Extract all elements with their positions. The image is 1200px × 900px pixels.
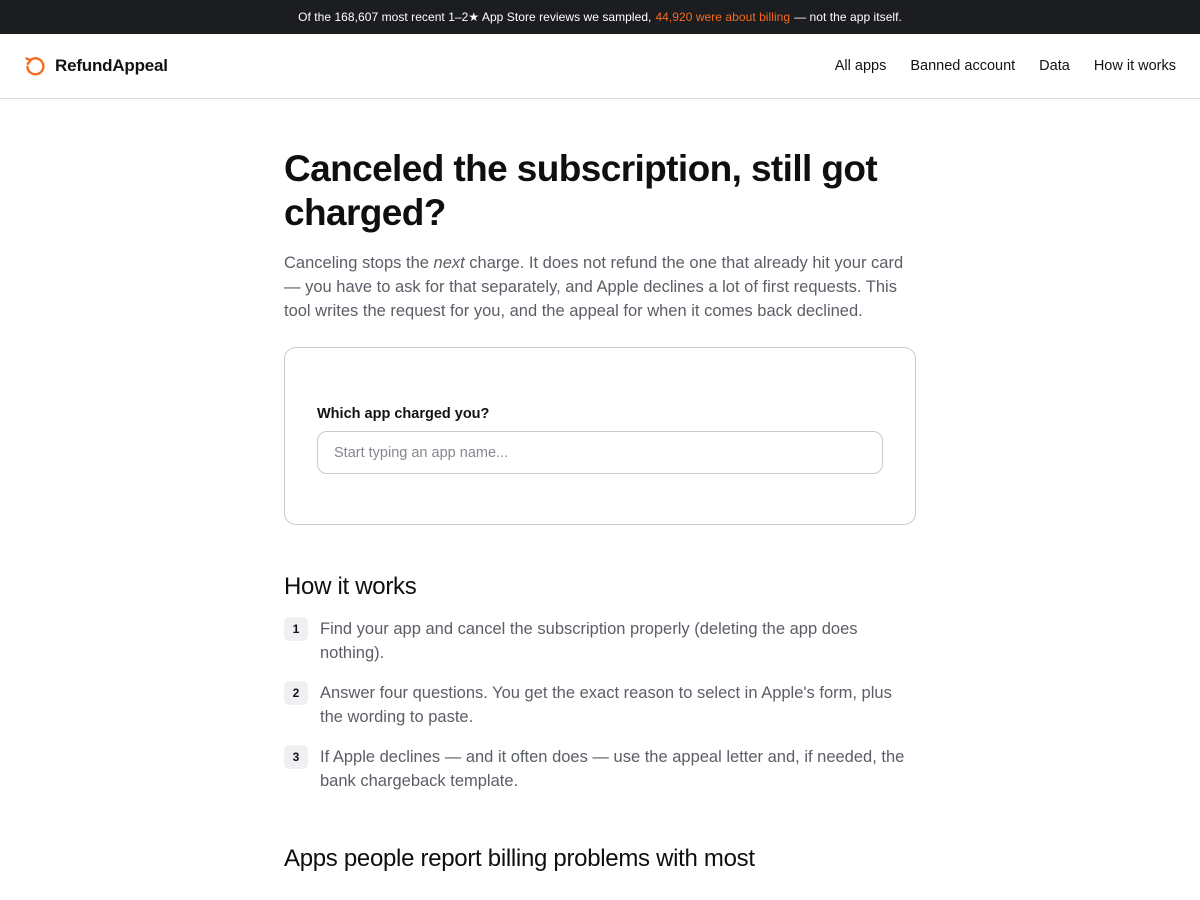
step-number-badge: 1 bbox=[284, 617, 308, 641]
steps-list bbox=[284, 617, 916, 793]
banner-text-before: Of the 168,607 most recent 1–2★ App Store reviews we sampled, bbox=[298, 10, 652, 24]
top-apps-section bbox=[284, 845, 916, 873]
step-text: If Apple declines — and it often does — use the appeal letter and, if needed, the bank chargeback template. bbox=[320, 748, 905, 790]
intro-paragraph bbox=[284, 251, 916, 323]
step-number-badge: 3 bbox=[284, 745, 308, 769]
step-text: Find your app and cancel the subscription properly (deleting the app does nothing). bbox=[320, 620, 858, 662]
top-banner bbox=[0, 0, 1200, 34]
intro-text-before: Canceling stops the bbox=[284, 254, 434, 272]
nav-link-banned-account[interactable]: Banned account bbox=[910, 58, 1016, 74]
page-title: Canceled the subscription, still got charged? bbox=[284, 148, 878, 233]
banner-highlight: 44,920 were about billing bbox=[655, 10, 791, 24]
app-search-input[interactable] bbox=[317, 431, 883, 474]
nav-link-how-it-works[interactable]: How it works bbox=[1093, 58, 1176, 74]
nav-link-data[interactable]: Data bbox=[1039, 58, 1070, 74]
intro-text-after: charge. It does not refund the one that already hit your card — you have to ask for that separately, and Apple declines a lot of first requests. This tool writes the request for you, and the appeal for when it comes back declined. bbox=[284, 254, 904, 320]
main-content bbox=[284, 99, 916, 873]
step-item bbox=[284, 617, 916, 665]
intro-emphasis: next bbox=[433, 254, 465, 272]
nav-link-all-apps[interactable]: All apps bbox=[834, 58, 887, 74]
step-item bbox=[284, 745, 916, 793]
banner-text-after: — not the app itself. bbox=[794, 10, 902, 24]
site-header bbox=[0, 34, 1200, 99]
step-number-badge: 2 bbox=[284, 681, 308, 705]
step-text: Answer four questions. You get the exact reason to select in Apple's form, plus the wording to paste. bbox=[320, 684, 892, 726]
brand-link[interactable] bbox=[24, 55, 168, 77]
refresh-arrow-icon bbox=[24, 55, 46, 77]
app-search-label: Which app charged you? bbox=[317, 406, 490, 422]
brand-name: RefundAppeal bbox=[55, 56, 168, 75]
top-apps-heading: Apps people report billing problems with most bbox=[284, 845, 755, 872]
app-search-card bbox=[284, 347, 916, 525]
how-it-works-section bbox=[284, 573, 916, 793]
main-nav bbox=[835, 58, 1176, 74]
step-item bbox=[284, 681, 916, 729]
how-it-works-heading: How it works bbox=[284, 573, 417, 600]
